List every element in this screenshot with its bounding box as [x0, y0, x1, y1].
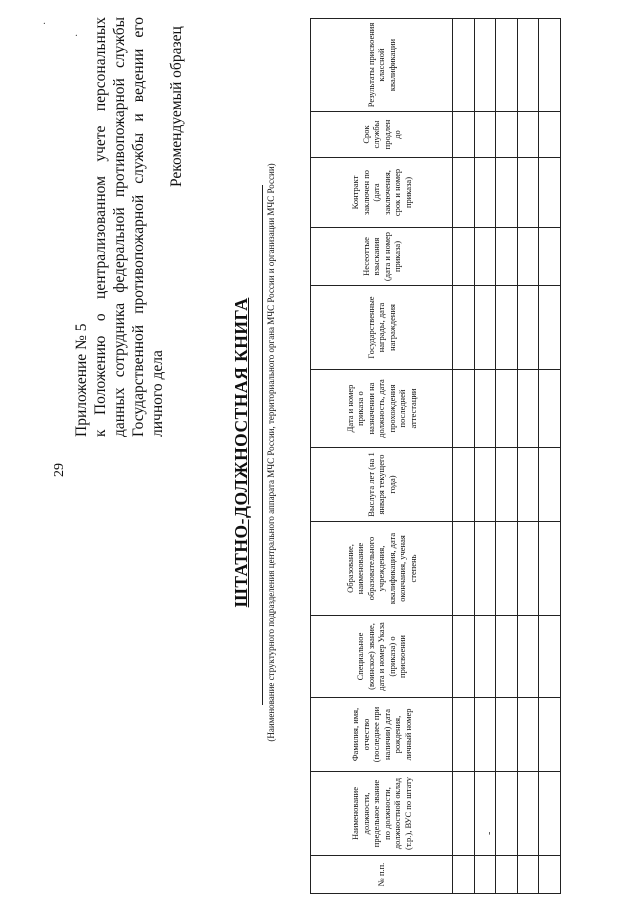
table-cell [453, 772, 475, 856]
column-header: Специальное (воинское) звание, дата и номер Указа (приказа) о присвоении [311, 616, 453, 698]
column-header: № п.п. [311, 856, 453, 894]
table-cell [474, 772, 496, 856]
table-row [539, 19, 561, 894]
column-header: Результаты присвоения классной квалификации [311, 19, 453, 112]
table-body [453, 19, 561, 894]
staff-table [310, 18, 561, 894]
table-cell [539, 698, 561, 772]
table-row [453, 19, 475, 894]
table-header-row [311, 19, 453, 894]
table-cell [474, 112, 496, 158]
recommended-sample-label: Рекомендуемый образец [168, 26, 185, 187]
column-header: Дата и номер приказа о назначении на должность, дата прохождения последней аттестации [311, 370, 453, 448]
table-cell [474, 370, 496, 448]
table-cell [539, 286, 561, 370]
table-cell [453, 112, 475, 158]
table-cell [453, 158, 475, 228]
table-cell [474, 448, 496, 522]
table-cell [539, 448, 561, 522]
table-cell [496, 772, 518, 856]
table-cell [453, 698, 475, 772]
table-cell [453, 522, 475, 616]
table-cell [539, 112, 561, 158]
table-cell [496, 286, 518, 370]
column-header: Наименование должности, предельное звание по должности, должностной оклад (т.р.), ВУС по штату [311, 772, 453, 856]
table-cell [539, 616, 561, 698]
table-cell [474, 286, 496, 370]
scan-mark: - [484, 831, 495, 835]
table-cell [474, 616, 496, 698]
table-cell [517, 112, 539, 158]
table-cell [474, 19, 496, 112]
caption: (Наименование структурного подразделения центрального аппарата МЧС России, территориального органа МЧС России и организации МЧС России) [266, 163, 276, 742]
table-cell [453, 228, 475, 286]
scan-mark: · [40, 21, 51, 25]
table-cell [539, 158, 561, 228]
table-cell [517, 370, 539, 448]
table-cell [453, 286, 475, 370]
table-cell [496, 370, 518, 448]
table-cell [453, 856, 475, 894]
table-cell [474, 228, 496, 286]
column-header: Государственные награды, дата награждения [311, 286, 453, 370]
table-cell [496, 698, 518, 772]
table-cell [517, 228, 539, 286]
table-cell [517, 616, 539, 698]
table-cell [474, 158, 496, 228]
column-header: Несеоттые взыскания (дата и номер приказа) [311, 228, 453, 286]
table-cell [517, 158, 539, 228]
table-cell [517, 856, 539, 894]
table-cell [539, 228, 561, 286]
appendix-title: Приложение № 5 [73, 323, 90, 437]
page-number: 29 [52, 463, 67, 477]
table-cell [453, 370, 475, 448]
table-cell [517, 286, 539, 370]
column-header: Выслуга лет (на 1 января текущего года) [311, 448, 453, 522]
table-cell [517, 522, 539, 616]
table-cell [517, 772, 539, 856]
table-row [474, 19, 496, 894]
column-header: Контракт заключен по (дата заключения, срок и номер приказа) [311, 158, 453, 228]
book-title: ШТАТНО-ДОЛЖНОСТНАЯ КНИГА [231, 297, 251, 608]
scan-mark: · [72, 33, 83, 37]
table-cell [496, 616, 518, 698]
table-cell [496, 19, 518, 112]
table-cell [496, 228, 518, 286]
table-cell [474, 856, 496, 894]
table-cell [496, 448, 518, 522]
caption-underline [262, 185, 263, 705]
table-cell [496, 522, 518, 616]
table-cell [453, 448, 475, 522]
table-cell [517, 698, 539, 772]
table-cell [539, 522, 561, 616]
table-cell [517, 448, 539, 522]
column-header: Образование, наименование образовательного учреждения, квалификация, дата окончания, ученая степень [311, 522, 453, 616]
table-row [496, 19, 518, 894]
column-header: Фамилия, имя, отчество (последнее при наличии) дата рождения, личный номер [311, 698, 453, 772]
appendix-block [72, 17, 167, 437]
table-cell [496, 856, 518, 894]
table-cell [474, 522, 496, 616]
table-cell [539, 19, 561, 112]
table-row [517, 19, 539, 894]
table-cell [453, 19, 475, 112]
table-cell [539, 772, 561, 856]
table-cell [539, 856, 561, 894]
appendix-text: к Положению о централизованном учете персональных данных сотрудника федеральной противопожарной службы Государственной противопожарной службы и ведении его личного дела [92, 17, 166, 437]
column-header: Срок службы продлен до [311, 112, 453, 158]
table-cell [539, 370, 561, 448]
table-cell [453, 616, 475, 698]
table-cell [496, 112, 518, 158]
table-cell [474, 698, 496, 772]
table-cell [496, 158, 518, 228]
table-cell [517, 19, 539, 112]
